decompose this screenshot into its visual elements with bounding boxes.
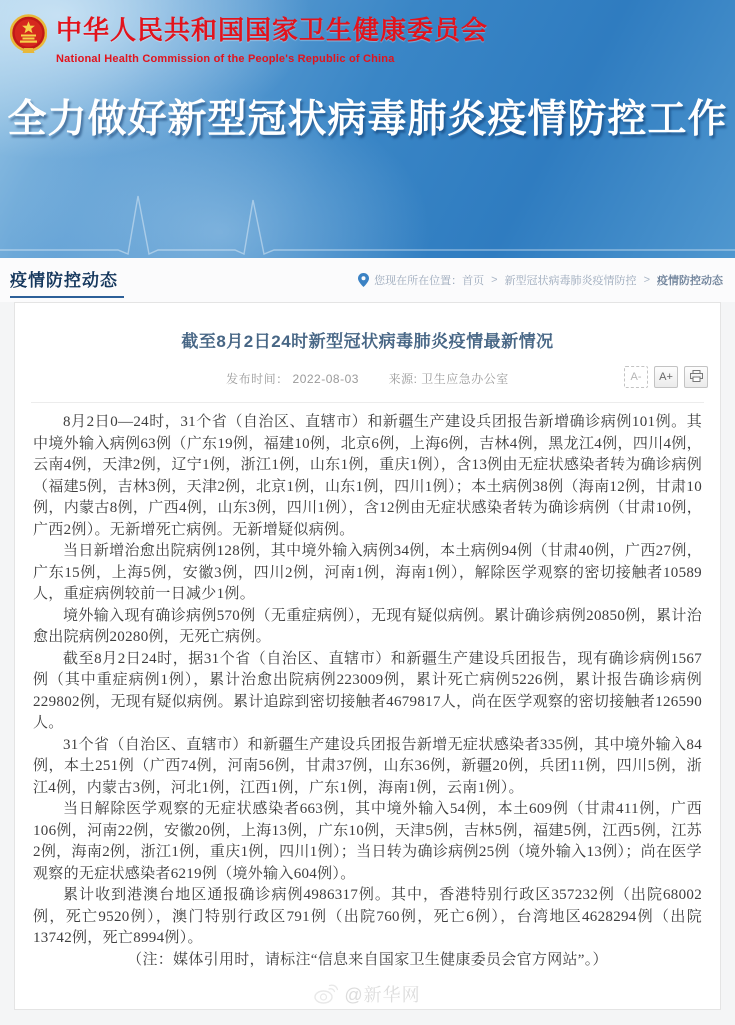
section-title: 疫情防控动态 — [10, 262, 124, 298]
print-button[interactable] — [684, 366, 708, 388]
publish-time-label: 发布时间： — [226, 372, 289, 386]
breadcrumb-item-epidemic[interactable]: 新型冠状病毒肺炎疫情防控 — [504, 275, 637, 287]
national-emblem-icon — [10, 14, 47, 54]
page-body — [0, 302, 735, 1010]
site-logo[interactable] — [10, 14, 488, 65]
article-paragraph: 境外输入现有确诊病例570例（无重症病例），无现有疑似病例。累计确诊病例20850例，累计治愈出院病例20280例，无死亡病例。 — [33, 607, 702, 645]
site-banner — [0, 0, 735, 258]
article-meta — [33, 366, 702, 392]
watermark — [33, 981, 702, 1007]
subnav-bar — [0, 258, 735, 302]
article-paragraph: 截至8月2日24时，据31个省（自治区、直辖市）和新疆生产建设兵团报告，现有确诊病例1567例（其中重症病例1例），累计治愈出院病例223009例，累计死亡病例5226例，累计报告确诊病例229802例，无现有疑似病例。累计追踪到密切接触者4679817人，尚在医学观察的密切接触者126590人。 — [33, 650, 702, 731]
article-paragraph: 累计收到港澳台地区通报确诊病例4986317例。其中，香港特别行政区357232例（出院68002例，死亡9520例），澳门特别行政区791例（出院760例，死亡6例），台湾地区4628294例（出院13742例，死亡8994例）。 — [33, 887, 702, 946]
font-larger-button[interactable]: A+ — [654, 366, 678, 388]
title-divider — [31, 402, 704, 403]
breadcrumb-separator: > — [491, 274, 498, 286]
article-title: 截至8月2日24时新型冠状病毒肺炎疫情最新情况 — [181, 332, 554, 351]
article-content — [33, 412, 702, 971]
location-pin-icon — [358, 273, 369, 287]
publish-time: 2022-08-03 — [292, 372, 359, 386]
article-paragraph: 8月2日0—24时，31个省（自治区、直辖市）和新疆生产建设兵团报告新增确诊病例101例。其中境外输入病例63例（广东19例，福建10例，北京6例，上海6例，吉林4例，黑龙江4例，四川4例，云南4例，天津2例，辽宁1例，浙江1例，山东1例，重庆1例），含13例由无症状感染者转为确诊病例（福建5例，吉林3例，天津2例，北京1例，山东1例，四川1例）；本土病例38例（海南12例，甘肃10例，内蒙古8例，广西4例，山东3例，四川1例），含12例由无症状感染者转为确诊病例（甘肃10例，广西2例）。无新增死亡病例。无新增疑似病例。 — [33, 414, 702, 538]
weibo-icon — [314, 984, 338, 1004]
source-label: 来源: — [388, 372, 418, 386]
org-name-en: National Health Commission of the People's Republic of China — [56, 53, 395, 65]
citation-note: （注：媒体引用时，请标注“信息来自国家卫生健康委员会官方网站”。） — [127, 951, 608, 968]
article-paragraph: 当日新增治愈出院病例128例，其中境外输入病例34例，本土病例94例（甘肃40例，广西27例，广东15例，上海5例，安徽3例，四川2例，河南1例，海南1例），解除医学观察的密切接触者10589人，重症病例较前一日减少1例。 — [33, 543, 702, 602]
breadcrumb-separator: > — [643, 274, 650, 286]
source-value: 卫生应急办公室 — [421, 372, 509, 386]
article-paragraph: 31个省（自治区、直辖市）和新疆生产建设兵团报告新增无症状感染者335例，其中境外输入84例，本土251例（广西74例，河南56例，甘肃37例，山东36例，新疆20例，兵团11例，四川5例，浙江4例，内蒙古3例，河北1例，江西1例，广东1例，海南1例，云南1例）。 — [33, 736, 702, 796]
font-smaller-button[interactable]: A- — [624, 366, 648, 388]
printer-icon — [690, 370, 703, 382]
watermark-text: @新华网 — [344, 985, 421, 1005]
heartbeat-line-icon — [0, 188, 735, 258]
breadcrumb-item-home[interactable]: 首页 — [462, 275, 485, 287]
org-name-cn: 中华人民共和国国家卫生健康委员会 — [56, 15, 489, 45]
article-paragraph: 当日解除医学观察的无症状感染者663例，其中境外输入54例，本土609例（甘肃411例，广西106例，河南22例，安徽20例，上海13例，广东10例，天津5例，吉林5例，福建5例，江西5例，江苏2例，海南2例，浙江1例，重庆1例，四川1例）；当日转为确诊病例25例（境外输入13例）；尚在医学观察的无症状感染者6219例（境外输入604例）。 — [33, 801, 702, 882]
breadcrumb-item-current: 疫情防控动态 — [657, 275, 723, 287]
article-box — [14, 302, 721, 1010]
breadcrumb-location-label: 您现在所在位置： — [374, 275, 463, 287]
breadcrumb — [358, 272, 723, 288]
banner-headline: 全力做好新型冠状病毒肺炎疫情防控工作 — [7, 98, 728, 141]
